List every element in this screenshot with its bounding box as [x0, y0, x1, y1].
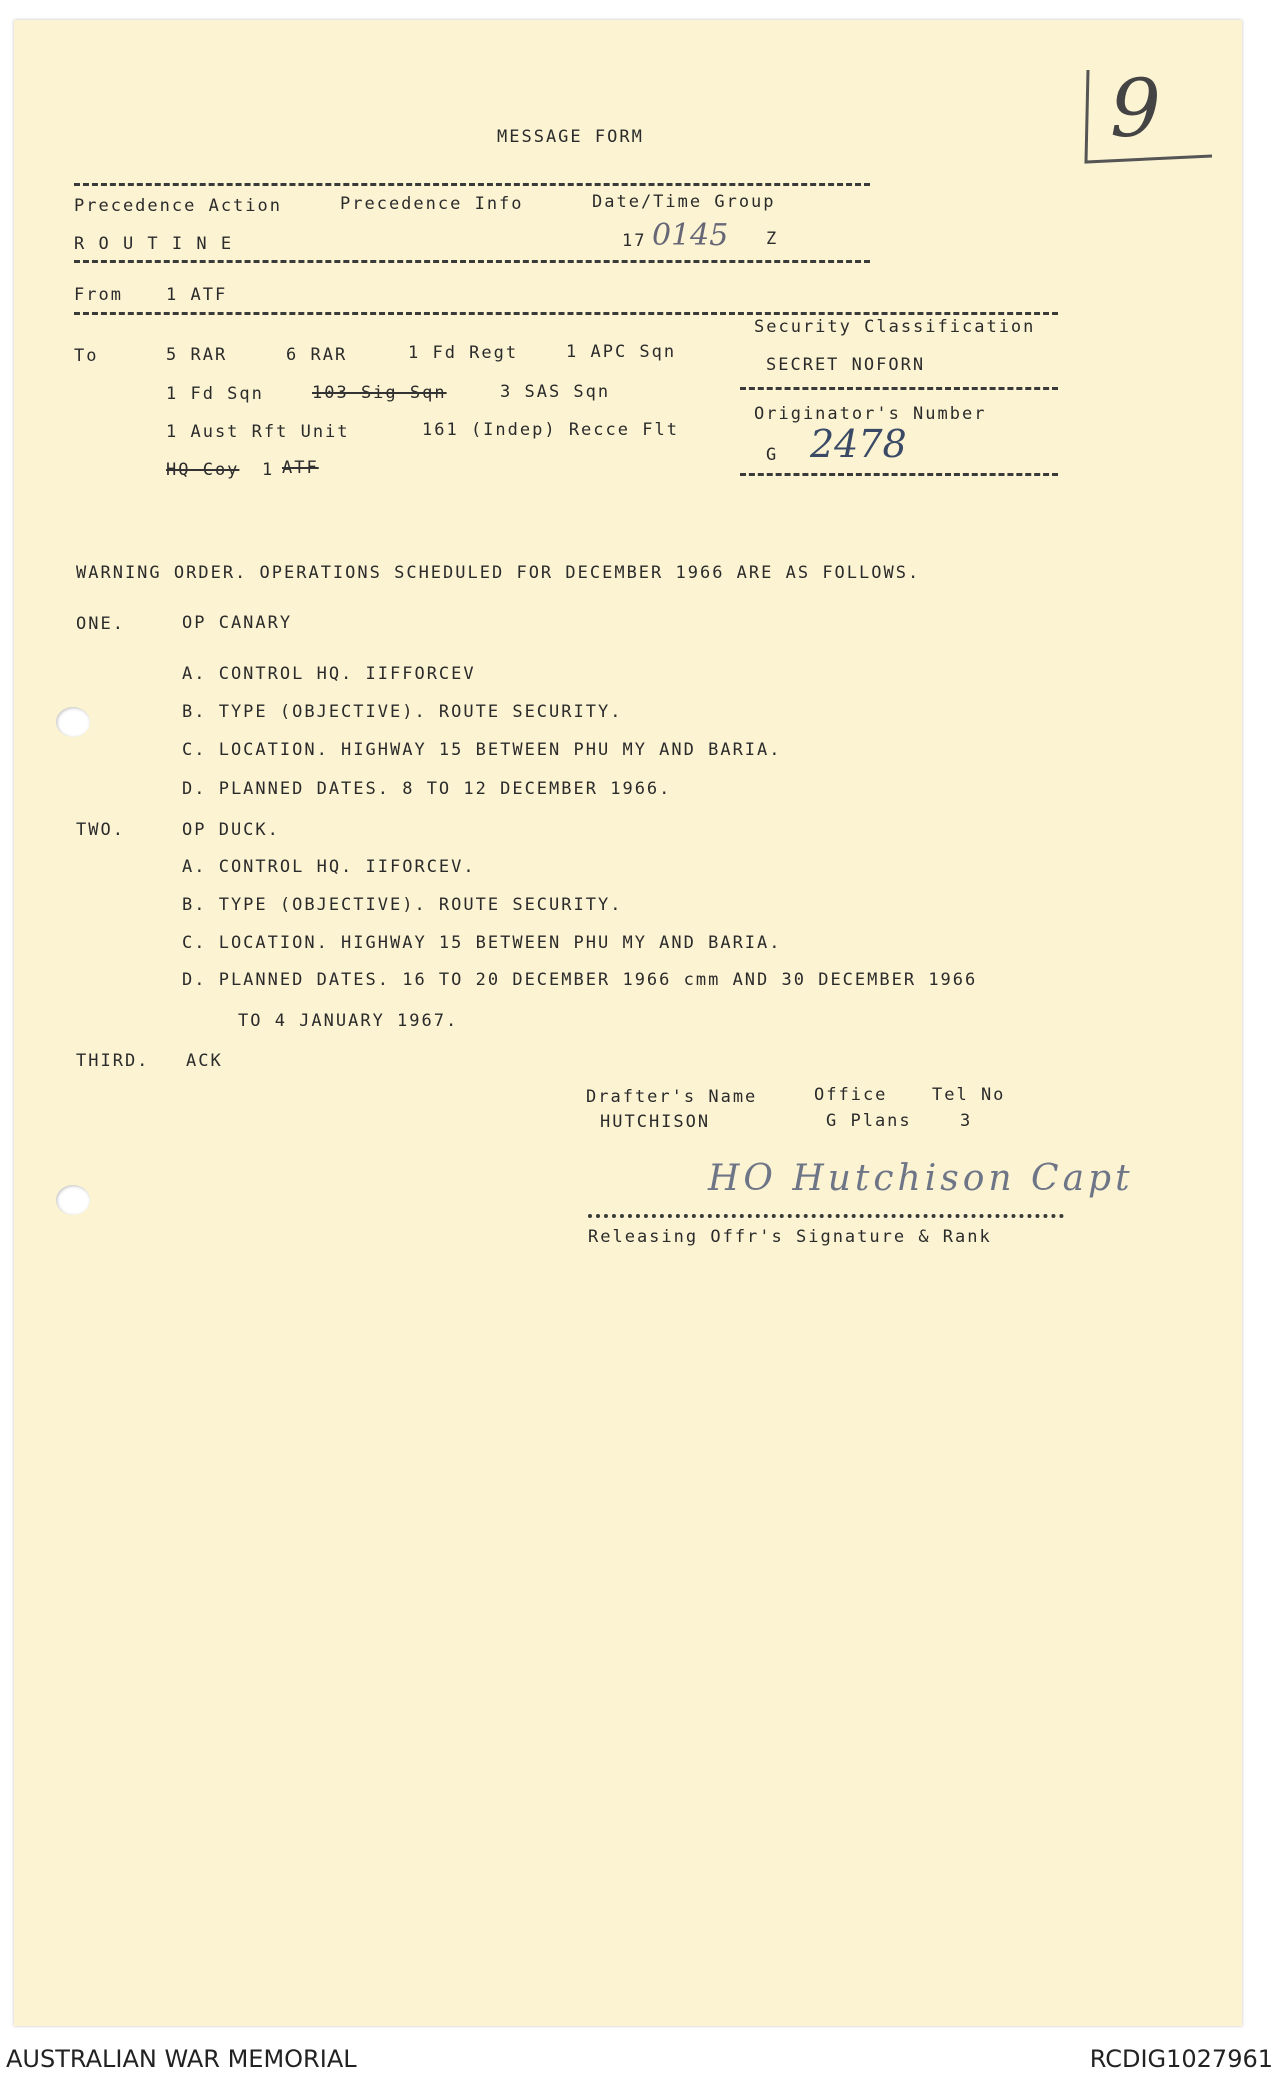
para-two-title: OP DUCK. — [182, 820, 280, 840]
para-two-b: B. TYPE (OBJECTIVE). ROUTE SECURITY. — [182, 895, 623, 915]
message-intro: WARNING ORDER. OPERATIONS SCHEDULED FOR DECEMBER 1966 ARE AS FOLLOWS. — [76, 563, 921, 583]
para-one-a: A. CONTROL HQ. IIFFORCEV — [182, 664, 476, 684]
punch-hole-top — [56, 707, 90, 737]
divider-security — [740, 387, 1058, 390]
originator-number: 2478 — [810, 422, 907, 466]
to-addressee-1: 5 RAR — [166, 345, 228, 365]
message-form-sheet — [14, 20, 1242, 2026]
security-label: Security Classification — [754, 317, 1036, 337]
releasing-signature: HO Hutchison Capt — [708, 1158, 1134, 1199]
security-value: SECRET NOFORN — [766, 355, 926, 375]
to-label: To — [74, 346, 99, 366]
precedence-info-label: Precedence Info — [340, 194, 524, 214]
dtg-label: Date/Time Group — [592, 192, 776, 212]
footer-archive-name: AUSTRALIAN WAR MEMORIAL — [6, 2045, 357, 2073]
tel-label: Tel No — [932, 1085, 1006, 1105]
para-one-d: D. PLANNED DATES. 8 TO 12 DECEMBER 1966. — [182, 779, 672, 799]
to-addressee-5: 1 Fd Sqn — [166, 384, 264, 404]
para-two-c: C. LOCATION. HIGHWAY 15 BETWEEN PHU MY AND BARIA. — [182, 933, 782, 953]
para-two-d: D. PLANNED DATES. 16 TO 20 DECEMBER 1966 cmm AND 30 DECEMBER 1966 — [182, 970, 978, 990]
originator-prefix: G — [766, 445, 779, 465]
to-addressee-7: 1 Aust Rft Unit — [166, 422, 350, 442]
para-third-label: THIRD. — [76, 1051, 150, 1071]
para-one-c: C. LOCATION. HIGHWAY 15 BETWEEN PHU MY AND BARIA. — [182, 740, 782, 760]
footer-record-id: RCDIG1027961 — [1089, 2045, 1273, 2073]
tel-value: 3 — [960, 1111, 973, 1131]
dtg-day: 17 — [622, 231, 647, 251]
dtg-zone: Z — [766, 229, 779, 249]
originator-label: Originator's Number — [754, 404, 987, 424]
para-one-label: ONE. — [76, 614, 125, 634]
to-addressee-3: 1 Fd Regt — [408, 343, 519, 363]
divider-originator — [740, 473, 1058, 476]
to-addressee-2: 6 RAR — [286, 345, 348, 365]
office-label: Office — [814, 1085, 888, 1105]
para-third-value: ACK — [186, 1051, 223, 1071]
to-addressee-9-number: 1 — [262, 460, 275, 480]
para-two-a: A. CONTROL HQ. IIFORCEV. — [182, 857, 476, 877]
form-title: MESSAGE FORM — [497, 127, 644, 147]
precedence-action-value: R O U T I N E — [74, 234, 234, 254]
divider-dtg — [74, 260, 870, 263]
to-addressee-6: 3 SAS Sqn — [500, 382, 611, 402]
to-addressee-4: 1 APC Sqn — [566, 342, 677, 362]
dtg-time: 0145 — [652, 218, 729, 253]
page-number: 9 — [1110, 62, 1161, 155]
office-value: G Plans — [826, 1111, 912, 1131]
signature-dotted-line — [588, 1214, 1064, 1218]
to-addressee-8: 161 (Indep) Recce Flt — [422, 420, 679, 440]
drafter-name-value: HUTCHISON — [600, 1112, 711, 1132]
para-one-title: OP CANARY — [182, 613, 293, 633]
para-one-b: B. TYPE (OBJECTIVE). ROUTE SECURITY. — [182, 702, 623, 722]
drafter-name-label: Drafter's Name — [586, 1087, 758, 1107]
from-value: 1 ATF — [166, 285, 228, 305]
para-two-d-continued: TO 4 JANUARY 1967. — [238, 1011, 459, 1031]
punch-hole-bottom — [56, 1185, 90, 1215]
para-two-label: TWO. — [76, 820, 125, 840]
releasing-label: Releasing Offr's Signature & Rank — [588, 1227, 992, 1247]
to-addressee-struck: 103 Sig Sqn — [312, 383, 447, 403]
to-addressee-struck-hq: HQ Coy — [166, 460, 240, 480]
divider-top — [74, 183, 870, 186]
to-addressee-struck-atf: ATF — [282, 458, 319, 478]
from-label: From — [74, 285, 123, 305]
divider-from — [74, 312, 1058, 315]
precedence-action-label: Precedence Action — [74, 196, 282, 216]
